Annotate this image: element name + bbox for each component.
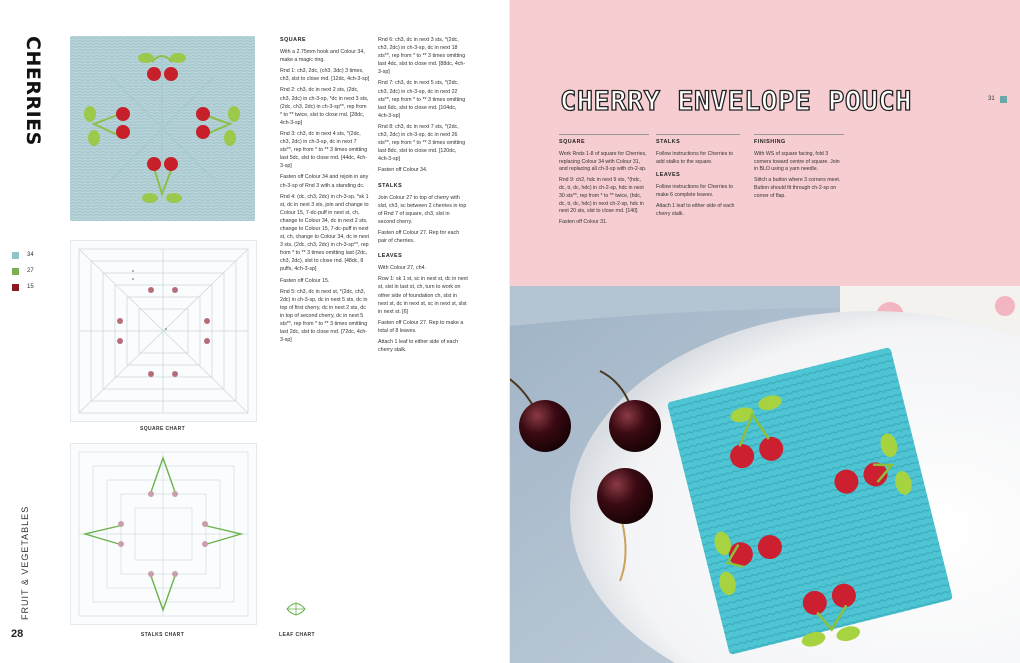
instruction-text: Fasten off Colour 34 and rejoin in any ch-3-sp of Rnd 3 with a standing dc. (280, 174, 369, 189)
instructions-column-1 (280, 36, 370, 347)
instruction-text: Fasten off Colour 27. Rep for each pair of cherries. (378, 229, 460, 245)
instruction-text: Rnd 5: ch3, dc in next st, *(2dc, ch3, 2dc) in ch-3-sp, dc in next 5 sts, dc in top of first cherry, dc in next 2 sts, dc in top of second cherry, dc in next 5 sts**, rep from * to ** 3 times omitting last 2dc, slst to close rnd. [72dc, 4ch-3-sp] (280, 288, 368, 344)
instruction-text: Fasten off Colour 31. (559, 219, 608, 226)
pattern-title: CHERRY ENVELOPE POUCH (560, 86, 912, 117)
page-number-right: 31 (988, 96, 995, 102)
finishing-heading: FINISHING (754, 139, 786, 145)
instruction-text: Rnd 2: ch3, dc in next 2 sts, (2dc, ch3, 2dc) in ch-3-sp, *dc in next 3 sts, (2dc, ch3, 2dc) in ch-3-sp**, rep from * to ** twice, slst to close rnd. [28dc, 4ch-3-sp] (280, 87, 369, 126)
pink-header-panel (510, 0, 1020, 286)
pouch-finishing-column (754, 139, 844, 204)
instruction-text: Attach 1 leaf to either side of each cherry stalk. (656, 202, 735, 217)
instruction-text: Rnd 4: (dc, ch3, 2dc) in ch-3-sp, *sk 1 st, dc in next 3 sts, join and change to Colour 15, 7-dc-puff in next st, ch, change to Colour 34, dc in next 2 sts, change to Colour 15, 7-dc-puff in next st, ch, change to Colour 34, dc in next 3 sts, (2dc, ch3, 2dc) in ch-3-sp**, rep from * to ** 3 times omitting last (2dc, ch3, 2dc), slst to close rnd. [48dc, 8 puffs, 4ch-3-sp] (280, 193, 369, 273)
cherry-square-illustration (70, 36, 255, 221)
square-chart-caption: SQUARE CHART (139, 426, 186, 432)
square-chart (70, 240, 257, 422)
instruction-text: Rnd 3: ch3, dc in next 4 sts, *(2dc, ch3, 2dc) in ch-3-sp, dc in next 7 sts**, rep from * to ** 3 times omitting last 5dc, slst to close rnd. [44dc, 4ch-3-sp] (280, 130, 368, 170)
stalks-heading: STALKS (378, 182, 403, 189)
pouch-photo-illustration (510, 286, 1020, 663)
leaves-heading: LEAVES (656, 172, 681, 179)
square-heading: SQUARE (559, 139, 586, 145)
page-number-left: 28 (11, 628, 24, 640)
instruction-text: Stitch a button where 3 corners meet. Button should fit through ch-2-sp on corner of flap. (754, 177, 841, 199)
column-rule (754, 134, 844, 135)
swatch-icon (12, 284, 19, 291)
swatch-icon (12, 252, 19, 259)
pattern-title-vertical: CHERRIES (22, 36, 44, 146)
stalks-chart-diagram (71, 444, 256, 624)
instruction-text: Fasten off Colour 34. (378, 167, 428, 174)
leaf-chart-caption: LEAF CHART (279, 632, 315, 638)
square-chart-diagram (71, 241, 256, 421)
leaves-heading: LEAVES (378, 253, 403, 260)
leaf-chart-diagram (283, 596, 309, 622)
legend-item-15: 15 (12, 279, 34, 295)
instruction-text: Work Rnds 1-8 of square for Cherries, replacing Colour 34 with Colour 31, and replacing all ch-3-sp with ch-2-sp. (559, 150, 647, 173)
instruction-text: With Colour 27, ch4. (378, 265, 426, 272)
stalks-chart-caption: STALKS CHART (140, 632, 185, 638)
pouch-stalks-column (656, 139, 740, 221)
instruction-text: Rnd 8: ch3, dc in next 7 sts, *(2dc, ch3, 2dc) in ch-3-sp, dc in next 26 sts**, rep from * to ** 3 times omitting last 8dc, slst to close rnd. [120dc, 4ch-3-sp] (378, 123, 466, 163)
legend-item-27: 27 (12, 263, 34, 279)
instruction-text: With a 2.75mm hook and Colour 34, make a magic ring. (280, 49, 365, 64)
instruction-text: Follow instructions for Cherries to make 6 complete leaves. (656, 184, 733, 198)
instruction-text: Rnd 9: ch2, hdc in next 9 sts, *(hdc, dc, tr, dc, hdc) in ch-2-sp, hdc in next 30 sts**, rep from * to ** twice, (hdc, dc, tr, dc, hdc) in next ch-2-sp, hdc in next 20 sts, slst to close rnd. [140] (559, 177, 644, 215)
legend-item-34: 34 (12, 247, 34, 263)
square-heading: SQUARE (280, 37, 307, 43)
instruction-text: Fasten off Colour 27. Rep to make a total of 8 leaves. (378, 319, 464, 334)
instruction-text: Join Colour 27 to top of cherry with slst, ch3, sc between 2 cherries in top of Rnd 7 of square, ch3, slst in second cherry. (378, 194, 467, 225)
cherry-square-photo (70, 36, 255, 221)
instruction-text: Attach 1 leaf to either side of each cherry stalk. (378, 339, 459, 354)
instruction-text: Follow instructions for Cherries to add stalks to the square. (656, 150, 733, 165)
page-marker-icon (1000, 96, 1007, 103)
stalks-heading: STALKS (656, 139, 681, 145)
swatch-icon (12, 268, 19, 275)
leaf-chart (283, 596, 309, 622)
section-label: FRUIT & VEGETABLES (20, 505, 30, 620)
pouch-square-column (559, 139, 649, 230)
pouch-photo (510, 286, 1020, 663)
column-rule (559, 134, 649, 135)
right-page (510, 0, 1020, 663)
stalks-chart (70, 443, 257, 625)
instruction-text: Fasten off Colour 15. (280, 277, 330, 284)
instructions-column-2 (378, 36, 468, 357)
instruction-text: With WS of square facing, fold 3 corners toward centre of square. Join in BLO using a yarn needle. (754, 150, 840, 173)
column-rule (656, 134, 740, 135)
instruction-text: Rnd 1: ch3, 2dc, (ch3, 3dc) 3 times, ch3, slst to close rnd. [12dc, 4ch-3-sp] (280, 68, 370, 83)
colour-legend (12, 247, 34, 295)
instruction-text: Rnd 6: ch3, dc in next 3 sts, *(2dc, ch3, 2dc) in ch-3-sp, dc in next 18 sts**, rep from * to ** 3 times omitting last 4dc, slst to close rnd. [88dc, 4ch-3-sp] (378, 37, 466, 76)
instruction-text: Row 1: sk 1 st, sc in next st, dc in next st, slst in last st, ch, turn to work on other side of foundation ch, slst in next st, dc in next st, sc in next st, slst in next st. [6] (378, 276, 468, 315)
instruction-text: Rnd 7: ch3, dc in next 5 sts, *(2dc, ch3, 2dc) in ch-3-sp, dc in next 22 sts**, rep from * to ** 3 times omitting last 6dc, slst to close rnd. [104dc, 4ch-3-sp] (378, 80, 466, 119)
